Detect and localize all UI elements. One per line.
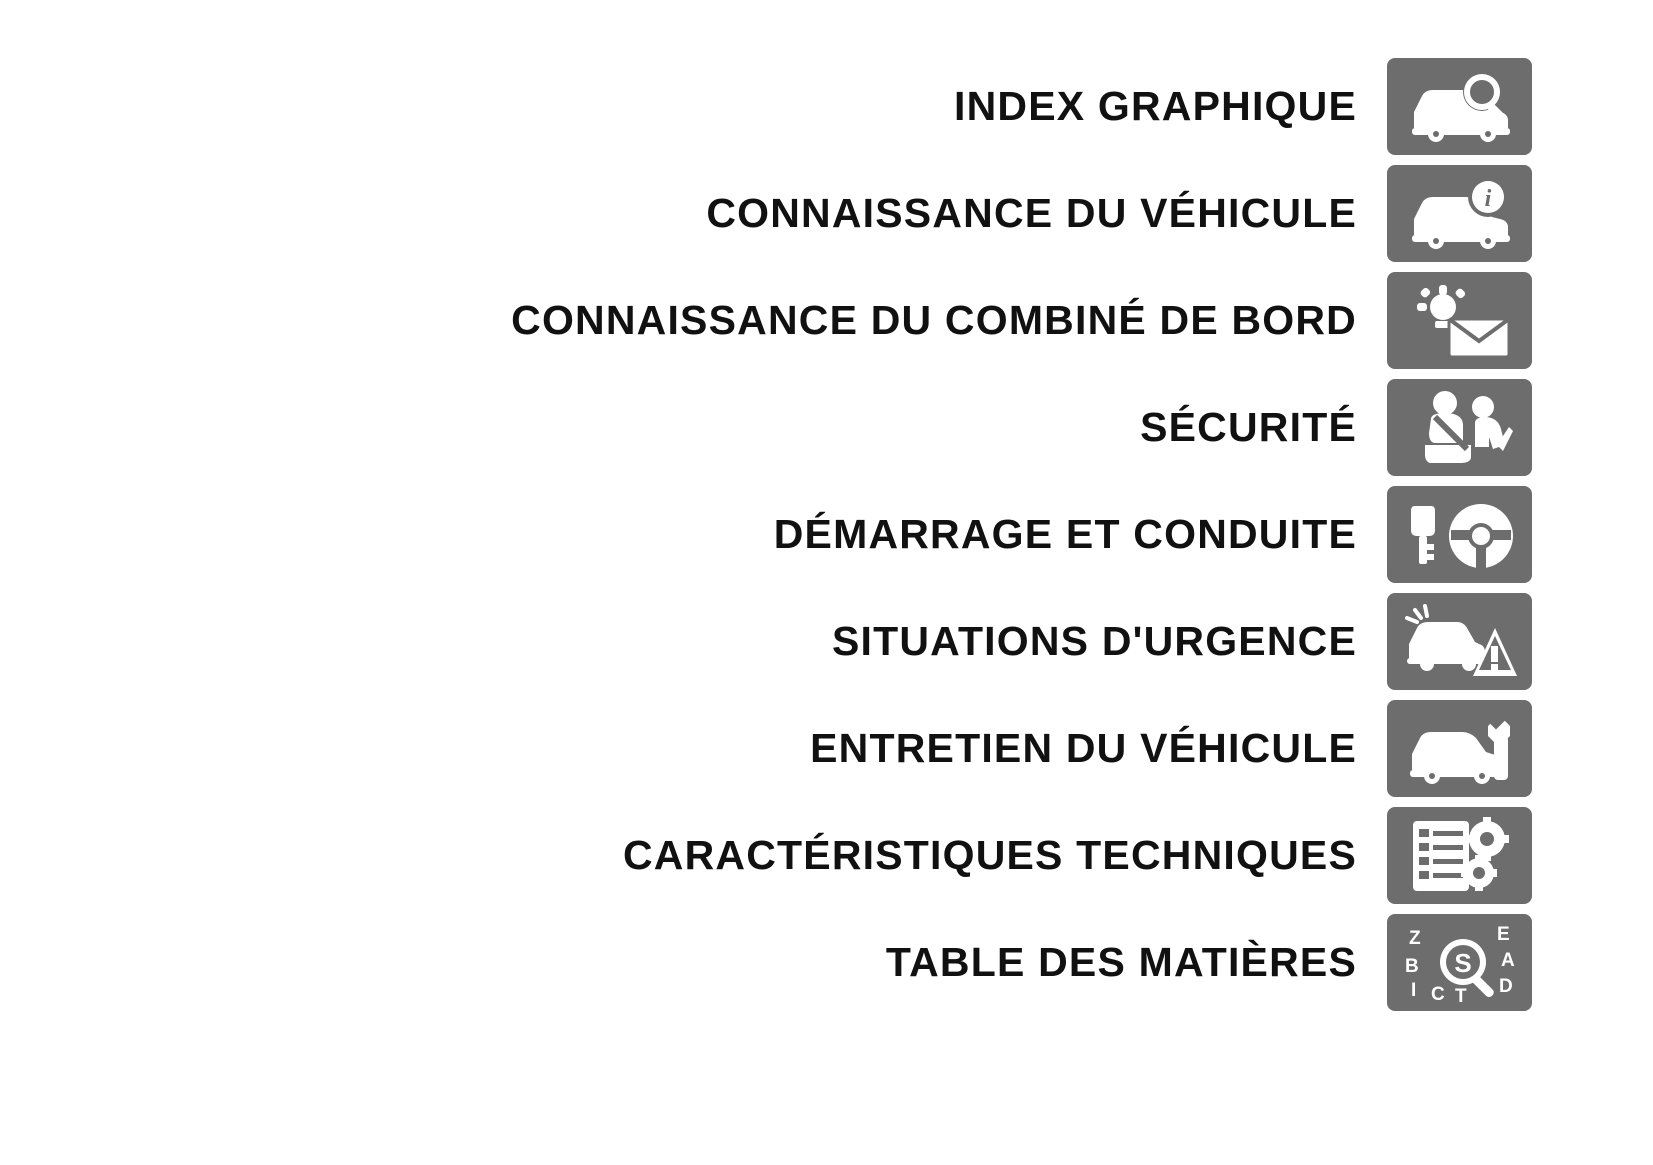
index-item-label: CONNAISSANCE DU COMBINÉ DE BORD <box>511 297 1357 343</box>
seatbelt-airbag-icon <box>1405 387 1515 469</box>
index-tab-demarrage-et-conduite[interactable] <box>1387 486 1532 583</box>
index-letter-t: T <box>1454 985 1467 1004</box>
car-magnifier-icon <box>1400 68 1520 146</box>
index-row[interactable] <box>0 807 1653 904</box>
index-row[interactable] <box>0 593 1653 690</box>
index-row[interactable] <box>0 58 1653 155</box>
index-letter-b: B <box>1404 955 1419 977</box>
alphabetical-index-icon <box>1401 922 1519 1004</box>
index-row[interactable] <box>0 379 1653 476</box>
car-info-icon <box>1400 175 1520 253</box>
index-letter-c: C <box>1430 983 1445 1004</box>
svg-text:S: S <box>1453 947 1472 978</box>
index-row[interactable] <box>0 486 1653 583</box>
index-item-label: SITUATIONS D'URGENCE <box>831 618 1357 664</box>
svg-text:i: i <box>1484 185 1491 212</box>
index-tab-combine-de-bord[interactable] <box>1387 272 1532 369</box>
index-tab-securite[interactable] <box>1387 379 1532 476</box>
index-item-label: INDEX GRAPHIQUE <box>954 83 1357 129</box>
index-tab-entretien-du-vehicule[interactable] <box>1387 700 1532 797</box>
index-row[interactable] <box>0 165 1653 262</box>
index-tab-caracteristiques-techniques[interactable] <box>1387 807 1532 904</box>
index-tab-connaissance-du-vehicule[interactable] <box>1387 165 1532 262</box>
index-letter-d: D <box>1498 975 1513 997</box>
index-item-label: DÉMARRAGE ET CONDUITE <box>773 511 1357 557</box>
index-row[interactable] <box>0 700 1653 797</box>
index-tab-index-graphique[interactable] <box>1387 58 1532 155</box>
index-list <box>0 58 1653 1011</box>
warning-light-envelope-icon <box>1405 281 1515 361</box>
index-item-label: SÉCURITÉ <box>1140 404 1357 450</box>
car-wrench-icon <box>1400 710 1520 788</box>
key-steering-wheel-icon <box>1401 496 1519 574</box>
index-tab-situations-urgence[interactable] <box>1387 593 1532 690</box>
specs-gears-icon <box>1405 815 1515 897</box>
index-item-label: CARACTÉRISTIQUES TECHNIQUES <box>622 832 1357 878</box>
index-letter-z: Z <box>1408 927 1421 949</box>
index-letter-e: E <box>1496 923 1510 945</box>
index-row[interactable] <box>0 272 1653 369</box>
index-row[interactable] <box>0 914 1653 1011</box>
index-letter-a: A <box>1500 949 1515 971</box>
index-item-label: TABLE DES MATIÈRES <box>885 939 1357 985</box>
index-tab-table-des-matieres[interactable] <box>1387 914 1532 1011</box>
breakdown-warning-triangle-icon <box>1399 602 1521 682</box>
index-item-label: ENTRETIEN DU VÉHICULE <box>810 725 1357 771</box>
index-item-label: CONNAISSANCE DU VÉHICULE <box>706 190 1357 236</box>
index-letter-i: I <box>1410 979 1416 1001</box>
